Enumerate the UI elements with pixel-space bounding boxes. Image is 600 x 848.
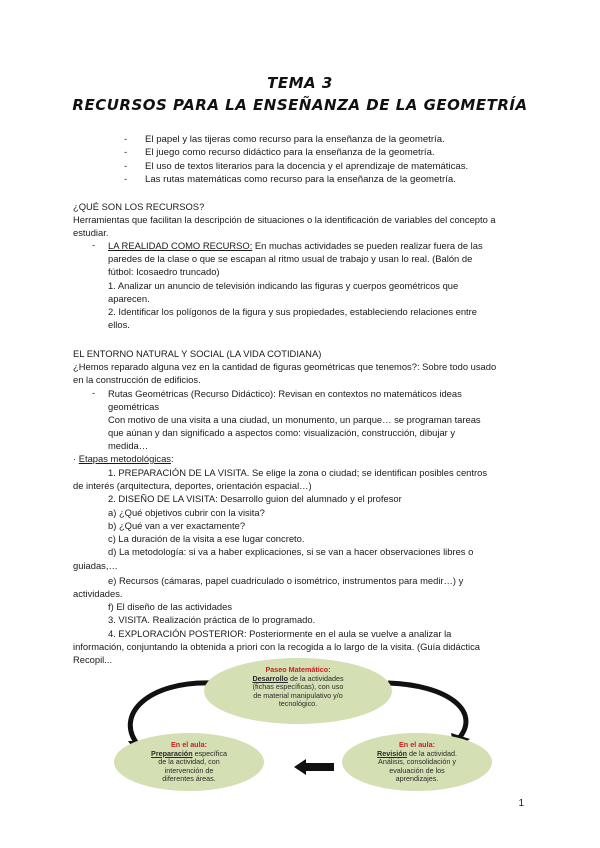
- paragraph: en la construcción de edificios.: [73, 374, 201, 385]
- section-heading-entorno: EL ENTORNO NATURAL Y SOCIAL (LA VIDA COTIDIANA): [73, 348, 322, 359]
- stage-item: 4. EXPLORACIÓN POSTERIOR: Posteriormente en el aula se vuelve a analizar la: [108, 628, 452, 639]
- ellipse-line: (fichas específicas), con uso: [252, 682, 344, 692]
- bullet-dash: -: [92, 387, 96, 398]
- numbered-item: aparecen.: [108, 293, 150, 304]
- ellipse-revision: [342, 733, 492, 791]
- stage-item: Recopil...: [73, 654, 113, 665]
- ellipse-line: de material manipulativo y/o: [253, 690, 343, 700]
- sub-item: f) El diseño de las actividades: [108, 601, 233, 612]
- paragraph: que aúnan y dan significado a aspectos como: visualización, construcción, dibujar y: [108, 427, 456, 438]
- ellipse-line: tecnológico.: [278, 699, 318, 709]
- bullet-text: En muchas actividades se pueden realizar fuera de las: [252, 240, 483, 251]
- ellipse-line: aprendizajes.: [395, 774, 439, 784]
- paragraph: medida…: [108, 440, 149, 451]
- ellipse-bold: Desarrollo: [252, 673, 288, 683]
- bullet-dash: -: [92, 239, 96, 250]
- ellipse-line: evaluación de los: [389, 765, 445, 775]
- bullet-label: LA REALIDAD COMO RECURSO:: [108, 240, 253, 251]
- toc-item: - El juego como recurso didáctico para la enseñanza de la geometría.: [124, 146, 564, 159]
- document-subtitle: RECURSOS PARA LA ENSEÑANZA DE LA GEOMETRÍA: [72, 96, 528, 114]
- ellipse-heading: En el aula:: [399, 740, 435, 749]
- curved-arrow-right: [388, 683, 466, 737]
- paragraph: Herramientas que facilitan la descripción de situaciones o la identificación de variables del concepto a: [73, 214, 496, 225]
- table-of-contents: [124, 133, 564, 187]
- etapas-heading: [73, 452, 174, 465]
- ellipse-heading: En el aula:: [171, 740, 207, 749]
- sub-item: a) ¿Qué objetivos cubrir con la visita?: [108, 507, 265, 518]
- document-title: TEMA 3: [267, 74, 333, 92]
- numbered-item: ellos.: [108, 319, 130, 330]
- numbered-item: 1. Analizar un anuncio de televisión indicando las figuras y cuerpos geométricos que: [108, 280, 459, 291]
- section-heading-recursos: ¿QUÉ SON LOS RECURSOS?: [73, 201, 205, 212]
- stage-item: 3. VISITA. Realización práctica de lo programado.: [108, 614, 316, 625]
- ellipse-bold: Revisión: [377, 748, 407, 758]
- page-number: 1: [518, 798, 524, 809]
- toc-item: - El papel y las tijeras como recurso para la enseñanza de la geometría.: [124, 133, 564, 146]
- ellipse-line: diferentes áreas.: [162, 774, 216, 784]
- paragraph: estudiar.: [73, 227, 109, 238]
- paragraph: ¿Hemos reparado alguna vez en la cantidad de figuras geométricas que tenemos?: Sobre todo usado: [73, 361, 497, 372]
- numbered-item: 2. Identificar los polígonos de la figura y sus propiedades, estableciendo relaciones entre: [108, 306, 477, 317]
- toc-item: - Las rutas matemáticas como recurso para la enseñanza de la geometría.: [124, 173, 564, 186]
- ellipse-preparacion: [114, 733, 264, 791]
- bullet-realidad: [108, 239, 483, 252]
- ellipse-line: de la actividad, con: [158, 757, 220, 767]
- sub-item: d) La metodología: si va a haber explicaciones, si se van a hacer observaciones libres o: [108, 546, 474, 557]
- sub-item: b) ¿Qué van a ver exactamente?: [108, 520, 246, 531]
- ellipse-bold: Preparación: [151, 748, 193, 758]
- etapas-suffix: :: [170, 453, 174, 464]
- paragraph: Con motivo de una visita a una ciudad, un monumento, un parque… se programan tareas: [108, 414, 481, 425]
- bullet-text: fútbol: Icosaedro truncado): [108, 266, 220, 277]
- stage-item: de interés (arquitectura, deportes, orientación espacial…): [73, 480, 312, 491]
- bullet-text: geométricas: [108, 401, 160, 412]
- straight-arrow: [294, 759, 334, 775]
- stage-item: información, conjuntando la obtenida a priori con la recogida a lo largo de la visita. (Guía didáctica: [73, 641, 481, 652]
- ellipse-line: Análisis, consolidación y: [378, 757, 456, 767]
- stage-item: 1. PREPARACIÓN DE LA VISITA. Se elige la zona o ciudad; se identifican posibles centros: [108, 467, 488, 478]
- ellipse-paseo: [204, 658, 392, 724]
- cycle-diagram: [108, 661, 492, 793]
- etapas-label: Etapas metodológicas: [78, 453, 171, 464]
- toc-item: - El uso de textos literarios para la docencia y el aprendizaje de matemáticas.: [124, 160, 564, 173]
- bullet-text: paredes de la clase o que se escapan al ritmo usual de trabajo y usan lo real. (Balón de: [108, 253, 473, 264]
- sub-item: e) Recursos (cámaras, papel cuadriculado o isométrico, instrumentos para medir…) y: [108, 575, 464, 586]
- ellipse-line: intervención de: [164, 765, 214, 775]
- stage-item: 2. DISEÑO DE LA VISITA: Desarrollo guion del alumnado y el profesor: [108, 493, 402, 504]
- sub-item: c) La duración de la visita a ese lugar concreto.: [108, 533, 305, 544]
- ellipse-line: específica: [192, 748, 227, 758]
- bullet-rutas: Rutas Geométricas (Recurso Didáctico): Revisan en contextos no matemáticos ideas: [108, 388, 462, 399]
- ellipse-heading: Paseo Matemático:: [265, 665, 331, 674]
- sub-item: guiadas,…: [73, 560, 118, 571]
- etapas-prefix: ·: [73, 453, 79, 464]
- ellipse-line: de la actividades: [288, 673, 344, 683]
- sub-item: actividades.: [73, 588, 123, 599]
- ellipse-line: de la actividad.: [407, 748, 457, 758]
